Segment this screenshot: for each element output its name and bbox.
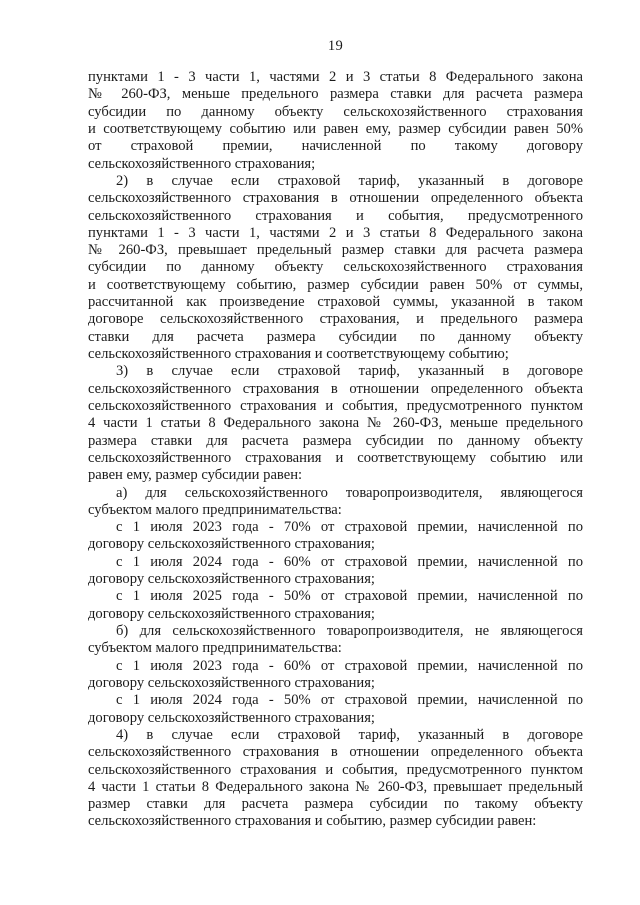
- text-line: с 1 июля 2023 года - 60% от страховой премии, начисленной по: [116, 657, 583, 674]
- text-line: сельскохозяйственного страхования и соответствующему событию;: [88, 346, 509, 362]
- text-line: сельскохозяйственного страхования и событию, размер субсидии равен:: [88, 813, 537, 830]
- paragraph: [88, 692, 583, 727]
- text-line: 4 части 1 статьи 8 Федерального закона № 260-ФЗ, меньше предельного: [88, 415, 583, 432]
- text-line: 4 части 1 статьи 8 Федерального закона № 260-ФЗ, превышает предельный: [88, 778, 583, 795]
- paragraph: [88, 554, 583, 589]
- text-line: сельскохозяйственного страхования в отношении определенного объекта: [88, 190, 583, 207]
- text-line: и соответствующему событию или равен ему, размер субсидии равен 50%: [88, 120, 583, 137]
- text-line: № 260-ФЗ, превышает предельный размер ставки для расчета размера: [88, 242, 583, 259]
- text-line: с 1 июля 2024 года - 50% от страховой премии, начисленной по: [116, 692, 583, 709]
- document-body: [88, 69, 583, 831]
- text-line: сельскохозяйственного страхования;: [88, 155, 316, 172]
- text-line: сельскохозяйственного страхования и события, предусмотренного: [88, 207, 583, 224]
- text-line: ставки для расчета размера субсидии по данному объекту: [88, 328, 583, 345]
- text-line: договору сельскохозяйственного страхования;: [88, 605, 375, 622]
- text-line: а) для сельскохозяйственного товаропроизводителя, являющегося: [116, 484, 583, 501]
- paragraph: [88, 485, 583, 520]
- text-line: субъектом малого предпринимательства:: [88, 501, 342, 518]
- text-line: 3) в случае если страховой тариф, указанный в договоре: [116, 363, 583, 380]
- text-line: № 260-ФЗ, меньше предельного размера ставки для расчета размера: [88, 86, 583, 103]
- text-line: договору сельскохозяйственного страхования;: [88, 709, 375, 726]
- text-line: пунктами 1 - 3 части 1, частями 2 и 3 статьи 8 Федерального закона: [88, 224, 583, 241]
- text-line: сельскохозяйственного страхования в отношении определенного объекта: [88, 744, 583, 761]
- text-line: б) для сельскохозяйственного товаропроизводителя, не являющегося: [116, 623, 583, 639]
- text-line: с 1 июля 2025 года - 50% от страховой премии, начисленной по: [116, 588, 583, 605]
- text-line: с 1 июля 2024 года - 60% от страховой премии, начисленной по: [116, 553, 583, 570]
- page-number: 19: [327, 38, 344, 54]
- paragraph: [88, 727, 583, 831]
- paragraph: [88, 363, 583, 484]
- text-line: договоре сельскохозяйственного страхования, и предельного размера: [88, 311, 583, 328]
- text-line: 2) в случае если страховой тариф, указанный в договоре: [116, 172, 583, 189]
- paragraph: [88, 519, 583, 554]
- text-line: и соответствующему событию, размер субсидии равен 50% от суммы,: [88, 276, 583, 293]
- text-line: рассчитанной как произведение страховой суммы, указанной в таком: [88, 294, 583, 311]
- text-line: пунктами 1 - 3 части 1, частями 2 и 3 статьи 8 Федерального закона: [88, 69, 583, 85]
- text-line: размер ставки для расчета размера субсидии по такому объекту: [88, 796, 583, 813]
- text-line: субъектом малого предпринимательства:: [88, 640, 342, 657]
- paragraph: [88, 173, 583, 363]
- text-line: с 1 июля 2023 года - 70% от страховой премии, начисленной по: [116, 519, 583, 536]
- text-line: сельскохозяйственного страхования и соответствующему событию или: [88, 449, 583, 466]
- text-line: сельскохозяйственного страхования в отношении определенного объекта: [88, 380, 583, 397]
- paragraph: [88, 69, 583, 173]
- text-line: договору сельскохозяйственного страхования;: [88, 536, 375, 553]
- text-line: договору сельскохозяйственного страхования;: [88, 674, 375, 691]
- text-line: от страховой премии, начисленной по такому договору: [88, 138, 583, 155]
- text-line: равен ему, размер субсидии равен:: [88, 467, 303, 484]
- paragraph: [88, 588, 583, 623]
- text-line: субсидии по данному объекту сельскохозяйственного страхования: [88, 259, 583, 276]
- text-line: размера ставки для расчета размера субсидии по данному объекту: [88, 432, 583, 449]
- paragraph: [88, 658, 583, 693]
- text-line: сельскохозяйственного страхования и события, предусмотренного пунктом: [88, 761, 583, 778]
- text-line: 4) в случае если страховой тариф, указанный в договоре: [116, 726, 583, 743]
- text-line: сельскохозяйственного страхования и события, предусмотренного пунктом: [88, 397, 583, 414]
- text-line: договору сельскохозяйственного страхования;: [88, 571, 375, 588]
- text-line: субсидии по данному объекту сельскохозяйственного страхования: [88, 103, 583, 120]
- paragraph: [88, 623, 583, 658]
